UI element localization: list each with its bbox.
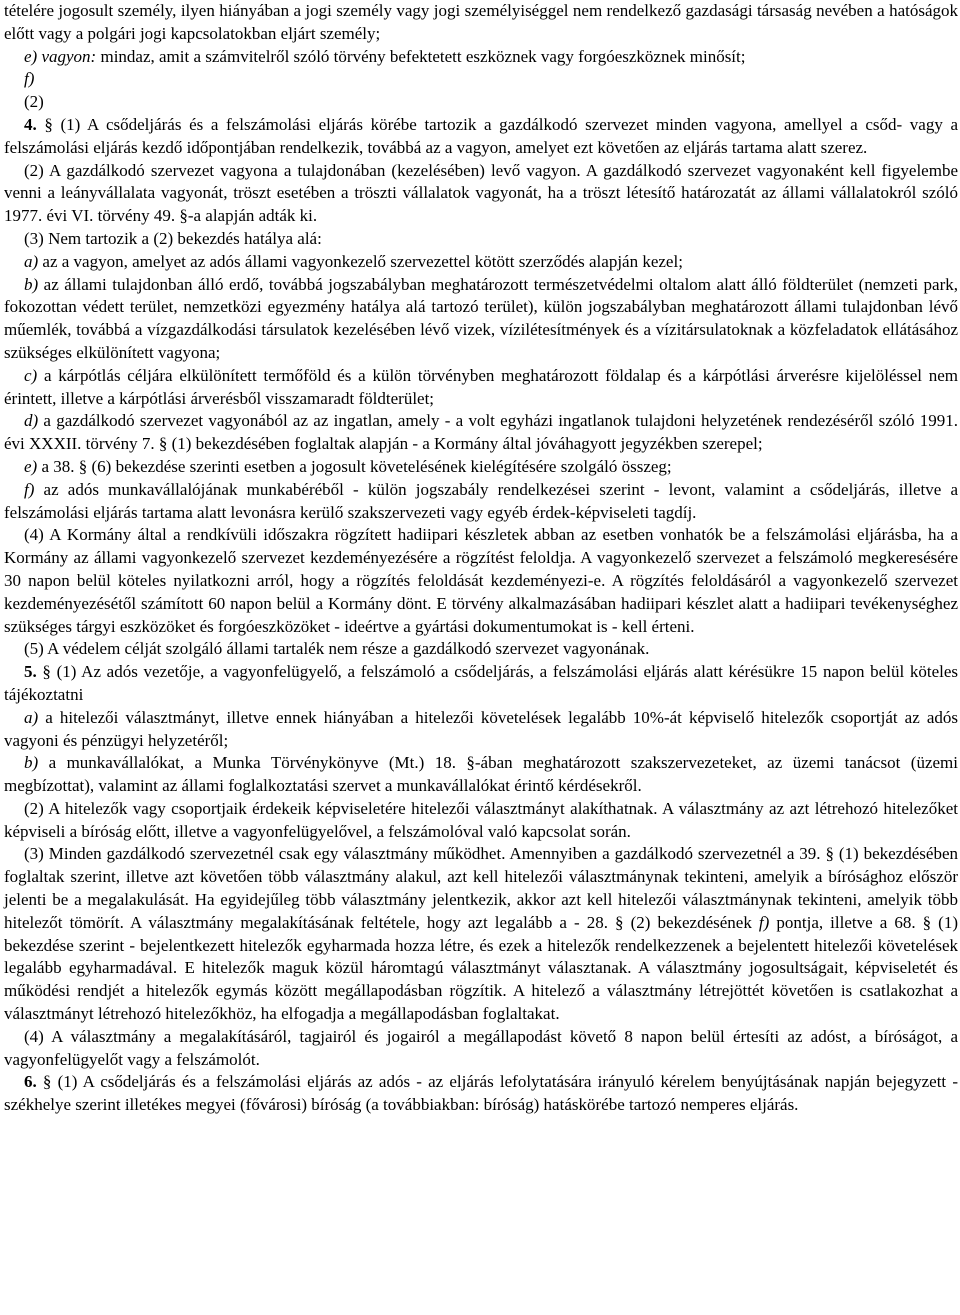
list-item-a (4, 251, 958, 274)
item-text: a hitelezői választmányt, illetve ennek hiányában a hitelezői követelések legalább 10%-át képviselő hitelezők csoportját az adós vagyoni és pénzügyi helyzetéről; (4, 707, 958, 750)
section-6 (4, 1071, 958, 1117)
list-item-f (4, 479, 958, 525)
paragraph: (2) A gazdálkodó szervezet vagyona a tulajdonában (kezelésében) levő vagyon. A gazdálkodó szervezet vagyonaként kell figyelembe venni a leányvállalata vagyonát, tröszt esetében a tröszti vállalatok vagyonát, ha a tröszt létesítő határozatát az állami vállalatokról szóló 1977. évi VI. törvény 49. §-a alapján adták ki. (4, 160, 958, 226)
list-item-e (4, 456, 958, 479)
section-number: 5. (24, 662, 37, 682)
list-item-b (4, 752, 958, 798)
paragraph: (4) A választmány a megalakításáról, tagjairól és jogairól a megállapodást követő 8 napon belül értesíti az adóst, a bíróságot, a vagyonfelügyelőt vagy a felszámolót. (4, 1026, 958, 1069)
item-text: a munkavállalókat, a Munka Törvénykönyve (Mt.) 18. §-ában meghatározott szakszervezeteket, az üzemi tanácsot (üzemi megbízottat), valamint az állami foglalkoztatási szervet a munkavállalókat érintő kérdésekről. (4, 753, 958, 796)
paragraph: tételére jogosult személy, ilyen hiányában a jogi személy vagy jogi személyiséggel nem rendelkező gazdasági társaság nevében a hatóságok előtt vagy a polgári jogi kapcsolatokban eljárt személy; (4, 1, 958, 43)
section-text: § (1) A csődeljárás és a felszámolási eljárás az adós - az eljárás lefolytatására irányuló kérelem benyújtásának napján bejegyzett - székhelye szerint illetékes megyei (fővárosi) bíróság (a továbbiakban: bíróság) hatáskörébe tartozó nemperes eljárás. (4, 1072, 958, 1115)
section-text: § (1) A csődeljárás és a felszámolási eljárás körébe tartozik a gazdálkodó szervezet minden vagyona, amellyel a csőd- vagy a felszámolási eljárás kezdő időpontjában rendelkezik, továbbá az a vagyon, amelyet ezt követően az eljárás tartama alatt szerez. (4, 114, 958, 157)
item-label: a) (24, 707, 39, 727)
paragraph: (2) (24, 92, 44, 112)
paragraph-text: (3) Minden gazdálkodó szervezetnél csak egy választmány működhet. Amennyiben a gazdálkodó szervezetnél a 39. § (1) bekezdésében foglaltak szerint, illetve azt követően több választmány alakul, azt kell hitelezői választmánynak tekinteni, amelyik a bírósághoz először jelenti be a megalakulását. Ha egyidejűleg több választmány jelentkezik, akkor azt kell hitelezői választmánynak tekinteni, amelyik több hitelezőt tömörít. A választmány megalakításának feltétele, hogy azt legalább a - 28. § (2) bekezdésének (4, 844, 958, 932)
item-label: f) (758, 912, 770, 932)
item-text: az adós munkavállalójának munkabéréből - külön jogszabály rendelkezései szerint - levont, valamint a csődeljárás, illetve a felszámolási eljárás tartama alatt levonásra kerülő szakszervezeti vagy egyéb érdek-képviseleti tagdíj. (4, 479, 958, 522)
paragraph (4, 843, 958, 1025)
item-label: b) (24, 753, 39, 773)
paragraph: (4) A Kormány által a rendkívüli időszakra rögzített hadiipari készletek abban az esetben vonhatók be a felszámolási eljárásba, ha a Kormány az állami vagyonkezelő szervezet kezdeményezésére a rögzítést feloldja. A vagyonkezelő szervezet a felszámoló megkeresésére 30 napon belül köteles nyilatkozni arról, hogy a rögzítés feloldását kezdeményezi-e. A rögzítés feloldásáról a vagyonkezelő szervezet kezdeményezésétől számított 60 napon belül a Kormány dönt. E törvény alkalmazásában hadiipari készlet alatt a hadiipari tevékenységhez szükséges tárgyi eszközöket és forgóeszközöket - ideértve a gyártási dokumentumokat is - kell érteni. (4, 525, 958, 636)
list-item-d (4, 410, 958, 456)
section-text: § (1) Az adós vezetője, a vagyonfelügyelő, a felszámoló a csődeljárás, a felszámolási eljárás alatt kérésükre 15 napon belül köteles tájékoztatni (4, 662, 958, 704)
list-item-b (4, 274, 958, 365)
item-text: mindaz, amit a számvitelről szóló törvény befektetett eszköznek vagy forgóeszköznek minősít; (96, 46, 746, 66)
item-text: az állami tulajdonban álló erdő, továbbá jogszabályban meghatározott természetvédelmi oltalom alatt álló földterület (nemzeti park, fokozottan védett terület, nemzetközi egyezmény hatálya alá tartozó terület), külön jogszabályban meghatározott állami tulajdonban lévő műemlék, továbbá a vízgazdálkodási társulatok kezelésében lévő vizek, vízilétesítmények és a vízitársulatoknak a közfeladatok ellátásához szükséges elkülönített vagyona; (4, 274, 958, 362)
item-label: c) (24, 365, 38, 385)
item-text: a kárpótlás céljára elkülönített termőföld és a külön törvényben meghatározott földalap és a kárpótlási árverésre kijelöléssel nem érintett, illetve a kárpótlási árverésből visszamaradt földterület; (4, 365, 958, 408)
section-5 (4, 661, 958, 707)
item-label: d) (24, 411, 39, 431)
paragraph: (3) Nem tartozik a (2) bekezdés hatálya alá: (24, 228, 322, 248)
item-label: e) vagyon: (24, 46, 97, 66)
item-label: f) (24, 479, 35, 499)
list-item-c (4, 365, 958, 411)
section-number: 4. (24, 114, 37, 134)
item-label: e) (24, 456, 38, 476)
item-label: b) (24, 274, 39, 294)
definition-f (4, 68, 958, 91)
item-text: a gazdálkodó szervezet vagyonából az az ingatlan, amely - a volt egyházi ingatlanok tulajdoni helyzetének rendezéséről szóló 1991. évi XXXII. törvény 7. § (1) bekezdésében foglaltak alapján - a Kormány által jóváhagyott jegyzékben szerepel; (4, 411, 958, 454)
item-text: az a vagyon, amelyet az adós állami vagyonkezelő szervezettel kötött szerződés alapján kezel; (38, 251, 683, 271)
section-number: 6. (24, 1072, 37, 1092)
section-4 (4, 114, 958, 160)
paragraph-text: pontja, illetve a 68. § (1) bekezdése szerint - bejelentkezett hitelezők egyharmada hozza létre, és ezek a hitelezők rendelkezzenek a bejelentett hitelezői követelések legalább egyharmadával. E hitelezők maguk közül háromtagú választmányt választanak. A választmány jogosultságait, képviseletét és működési rendjét a hitelezők egymás között megállapodásban rögzítik. A hitelező a választmány létrejöttét követően is csatlakozhat a választmányt létrehozó hitelezőkhöz, ha elfogadja a megállapodásban foglaltakat. (4, 912, 959, 1024)
item-text: a 38. § (6) bekezdése szerinti esetben a jogosult követelésének kielégítésére szolgáló összeg; (37, 456, 672, 476)
paragraph: (5) A védelem célját szolgáló állami tartalék nem része a gazdálkodó szervezet vagyonának. (24, 639, 650, 659)
definition-e (4, 46, 958, 69)
list-item-a (4, 707, 958, 753)
paragraph: (2) A hitelezők vagy csoportjaik érdekeik képviseletére hitelezői választmányt alakíthatnak. A választmány az azt létrehozó hitelezőket képviseli a bíróság előtt, illetve a vagyonfelügyelővel, a felszámolóval való kapcsolat során. (4, 798, 958, 841)
item-label: a) (24, 251, 39, 271)
item-label: f) (24, 69, 35, 89)
